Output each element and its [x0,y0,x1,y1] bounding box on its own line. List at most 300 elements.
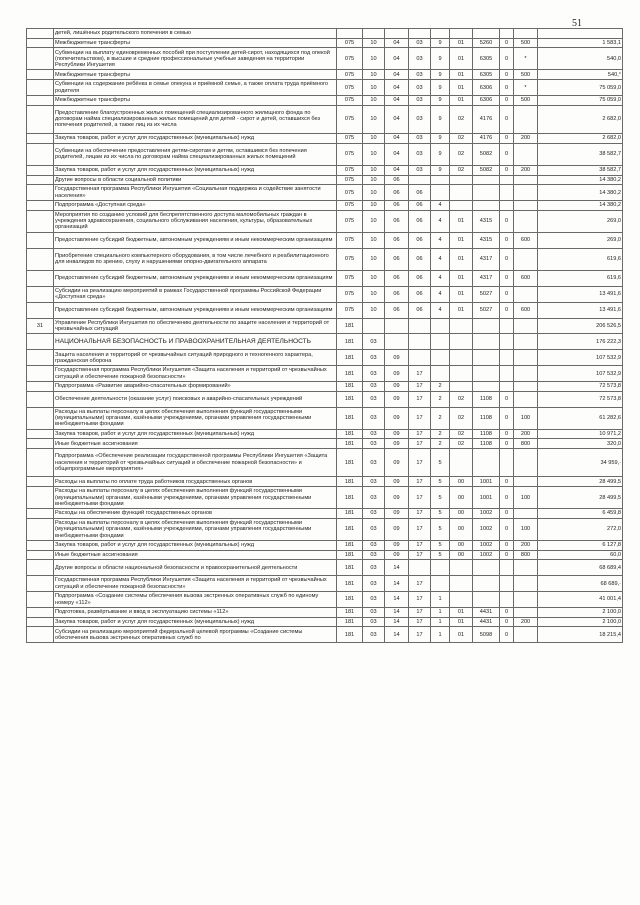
row-name: Расходы на выплаты персоналу в целях обеспечения выполнения функций государственными (муниципальными) органами, казёнными учреждениями, органами управления государственными внебюджетными фондами [54,518,337,540]
code-subprogram [431,175,450,185]
code-direction: 4176 [473,105,500,133]
code-flag: 0 [500,302,514,318]
row-name: Предоставление субсидий бюджетным, автономным учреждениям и иным некоммерческим организациям [54,302,337,318]
row-number [27,105,54,133]
row-name: Другие вопросы в области социальной политики [54,175,337,185]
row-amount: 68 689,4 [538,560,623,576]
row-name: Субсидии на реализацию мероприятий федеральной целевой программы «Создание системы обеспечения вызова экстренных оперативных служб по [54,627,337,643]
code-subsection [385,334,409,350]
row-amount: 1 583,1 [538,38,623,48]
code-direction: 5260 [473,38,500,48]
code-subsection: 09 [385,391,409,407]
table-row [27,270,623,286]
table-row [27,185,623,201]
code-subprogram: 2 [431,382,450,392]
code-flag [500,366,514,382]
code-subsection: 06 [385,210,409,232]
code-subsection: 04 [385,70,409,80]
row-name: Подпрограмма «Доступная среда» [54,201,337,211]
code-admin: 181 [337,382,363,392]
code-expense-type [514,560,538,576]
row-amount: 14 380,2 [538,185,623,201]
code-subsection: 04 [385,38,409,48]
row-name: Закупка товаров, работ и услуг для государственных (муниципальных) нужд [54,165,337,175]
code-flag [500,350,514,366]
code-event: 02 [450,391,473,407]
code-section: 03 [363,366,385,382]
code-admin: 181 [337,334,363,350]
row-name: Закупка товаров, работ и услуг для государственных (муниципальных) нужд [54,617,337,627]
code-event: 01 [450,48,473,70]
row-amount: 320,0 [538,439,623,449]
code-subsection: 06 [385,270,409,286]
row-amount: 60,0 [538,550,623,560]
row-number [27,439,54,449]
code-section: 03 [363,449,385,477]
code-section: 03 [363,592,385,608]
code-admin: 075 [337,232,363,248]
row-amount: 34 959,· [538,449,623,477]
code-event: 01 [450,627,473,643]
code-event: 02 [450,407,473,429]
code-expense-type [514,509,538,519]
code-subprogram: 9 [431,134,450,144]
code-direction: 1108 [473,407,500,429]
code-subsection: 04 [385,80,409,96]
table-row [27,334,623,350]
code-program: 03 [409,134,431,144]
code-program: 17 [409,382,431,392]
code-section [363,318,385,334]
code-admin: 181 [337,439,363,449]
table-row [27,382,623,392]
code-program: 17 [409,540,431,550]
code-section: 10 [363,232,385,248]
row-number [27,80,54,96]
code-direction: 4431 [473,617,500,627]
row-name: Закупка товаров, работ и услуг для государственных (муниципальных) нужд [54,134,337,144]
code-admin: 181 [337,518,363,540]
code-program: 17 [409,608,431,618]
code-subprogram: 2 [431,407,450,429]
code-expense-type: 500 [514,96,538,106]
row-amount: 269,0 [538,232,623,248]
table-row [27,248,623,270]
row-name: Расходы на выплаты по оплате труда работников государственных органов [54,477,337,487]
code-subsection: 04 [385,48,409,70]
code-direction: 5027 [473,286,500,302]
code-program: 06 [409,302,431,318]
code-direction: 1002 [473,509,500,519]
code-flag [500,29,514,39]
code-direction: 1108 [473,429,500,439]
code-subprogram: 5 [431,518,450,540]
code-section: 03 [363,382,385,392]
code-subprogram: 9 [431,96,450,106]
code-event: 01 [450,302,473,318]
code-section: 10 [363,134,385,144]
code-expense-type: 200 [514,165,538,175]
code-section: 10 [363,38,385,48]
code-event: 01 [450,270,473,286]
code-event [450,592,473,608]
code-event [450,366,473,382]
code-expense-type [514,105,538,133]
code-section: 03 [363,429,385,439]
code-subsection: 09 [385,477,409,487]
row-number [27,232,54,248]
code-flag: 0 [500,391,514,407]
code-event [450,185,473,201]
row-number [27,382,54,392]
code-subsection: 09 [385,439,409,449]
code-admin: 075 [337,70,363,80]
code-expense-type: 100 [514,407,538,429]
row-number [27,165,54,175]
row-amount: 28 499,5 [538,477,623,487]
code-expense-type: 200 [514,134,538,144]
row-amount: 107 532,9 [538,366,623,382]
code-program [409,29,431,39]
code-event: 02 [450,105,473,133]
code-section: 03 [363,540,385,550]
code-subsection: 14 [385,608,409,618]
code-program: 03 [409,96,431,106]
row-amount: 13 491,6 [538,302,623,318]
code-direction: 1001 [473,487,500,509]
code-subsection: 09 [385,487,409,509]
code-admin: 075 [337,134,363,144]
code-subprogram: 2 [431,429,450,439]
code-event: 00 [450,550,473,560]
row-number [27,617,54,627]
code-flag: 0 [500,248,514,270]
row-number [27,248,54,270]
code-event [450,175,473,185]
code-direction: 5027 [473,302,500,318]
row-number [27,96,54,106]
table-row [27,134,623,144]
code-event: 00 [450,487,473,509]
row-amount: 38 582,7 [538,143,623,165]
code-program: 17 [409,576,431,592]
code-program: 17 [409,592,431,608]
code-subprogram: 4 [431,201,450,211]
code-admin: 181 [337,449,363,477]
code-subprogram: 2 [431,439,450,449]
row-amount: 14 380,2 [538,175,623,185]
code-event [450,318,473,334]
code-admin: 181 [337,350,363,366]
code-subsection: 06 [385,248,409,270]
code-direction [473,29,500,39]
code-event [450,576,473,592]
code-program: 17 [409,391,431,407]
row-amount: 72 573,8 [538,391,623,407]
row-name: Приобретение специального компьютерного оборудования, в том числе лечебного и реабилитационного для инвалидов по зрению, слуху и нарушениями опорно-двигательного аппарата [54,248,337,270]
code-direction: 1002 [473,518,500,540]
code-flag [500,175,514,185]
code-flag: 0 [500,48,514,70]
row-amount: 18 215,4 [538,627,623,643]
code-subprogram [431,366,450,382]
code-subsection: 04 [385,143,409,165]
code-section [363,29,385,39]
row-number [27,175,54,185]
code-section: 03 [363,608,385,618]
code-flag: 0 [500,286,514,302]
row-amount: 41 001,4 [538,592,623,608]
code-program: 06 [409,232,431,248]
table-row [27,487,623,509]
table-row [27,175,623,185]
code-event: 00 [450,540,473,550]
row-amount: 206 526,5 [538,318,623,334]
code-flag [500,185,514,201]
row-number [27,185,54,201]
code-expense-type [514,627,538,643]
code-program: 17 [409,429,431,439]
code-event [450,350,473,366]
code-section: 03 [363,550,385,560]
code-direction [473,318,500,334]
code-program: 17 [409,509,431,519]
code-subprogram: 5 [431,509,450,519]
row-number [27,134,54,144]
row-amount: 28 499,5 [538,487,623,509]
code-admin: 075 [337,270,363,286]
code-admin: 181 [337,429,363,439]
code-program: 17 [409,550,431,560]
code-section: 10 [363,96,385,106]
code-program: 17 [409,449,431,477]
code-flag: 0 [500,80,514,96]
code-expense-type [514,477,538,487]
code-admin: 181 [337,608,363,618]
code-admin: 181 [337,318,363,334]
row-name: Расходы на выплаты персоналу в целях обеспечения выполнения функций государственными (муниципальными) органами, казёнными учреждениями, органами управления государственными внебюджетными фондами [54,407,337,429]
code-section: 10 [363,302,385,318]
code-admin: 181 [337,540,363,550]
code-subprogram [431,576,450,592]
code-program: 03 [409,48,431,70]
table-row [27,38,623,48]
row-number [27,302,54,318]
code-subsection: 09 [385,449,409,477]
code-flag: 0 [500,617,514,627]
row-name: Другие вопросы в области национальной безопасности и правоохранительной деятельности [54,560,337,576]
row-name: Предоставление субсидий бюджетным, автономным учреждениям и иным некоммерческим организациям [54,270,337,286]
code-event: 01 [450,210,473,232]
row-amount: 2 100,0 [538,617,623,627]
code-section: 03 [363,487,385,509]
table-row [27,509,623,519]
row-name: Межбюджетные трансферты [54,70,337,80]
code-subsection: 09 [385,509,409,519]
code-expense-type [514,143,538,165]
row-number [27,487,54,509]
code-section: 03 [363,509,385,519]
code-expense-type [514,576,538,592]
code-subsection: 09 [385,366,409,382]
code-direction: 6306 [473,96,500,106]
code-subprogram: 4 [431,270,450,286]
code-program: 17 [409,487,431,509]
code-flag: 0 [500,38,514,48]
code-flag: 0 [500,540,514,550]
code-event: 01 [450,286,473,302]
table-row [27,70,623,80]
code-flag [500,449,514,477]
code-expense-type [514,29,538,39]
code-direction [473,185,500,201]
code-expense-type: 100 [514,487,538,509]
code-flag: 0 [500,550,514,560]
row-number [27,201,54,211]
code-section: 10 [363,143,385,165]
row-amount: 540,0 [538,48,623,70]
code-flag: 0 [500,487,514,509]
row-amount [538,29,623,39]
row-name: Предоставление субсидий бюджетным, автономным учреждениям и иным некоммерческим организациям [54,232,337,248]
code-admin: 181 [337,366,363,382]
row-number [27,550,54,560]
code-program: 03 [409,80,431,96]
code-subprogram: 9 [431,80,450,96]
row-number [27,540,54,550]
code-expense-type: * [514,80,538,96]
row-name: Подготовка, развёртывание и ввод в эксплуатацию системы «112» [54,608,337,618]
row-name: Расходы на обеспечение функций государственных органов [54,509,337,519]
code-direction: 6305 [473,48,500,70]
row-amount: 176 222,3 [538,334,623,350]
code-expense-type: 800 [514,550,538,560]
table-row [27,429,623,439]
row-name: Иные бюджетные ассигнования [54,550,337,560]
row-number [27,270,54,286]
code-subprogram [431,560,450,576]
row-name: Межбюджетные трансферты [54,96,337,106]
code-program: 06 [409,248,431,270]
row-number [27,350,54,366]
code-subsection: 14 [385,576,409,592]
code-subsection: 04 [385,105,409,133]
row-name: Управление Республики Ингушетия по обеспечению деятельности по защите населения и территорий от чрезвычайных ситуаций [54,318,337,334]
code-subsection: 09 [385,407,409,429]
code-direction: 1108 [473,391,500,407]
code-flag [500,334,514,350]
budget-table [26,28,623,643]
code-subsection: 09 [385,518,409,540]
code-section: 10 [363,201,385,211]
code-flag: 0 [500,627,514,643]
code-section: 10 [363,70,385,80]
code-admin: 181 [337,477,363,487]
row-name: Обеспечение деятельности (оказание услуг) поисковых и аварийно-спасательных учреждений [54,391,337,407]
row-number [27,48,54,70]
code-subsection: 04 [385,134,409,144]
code-program: 06 [409,185,431,201]
code-section: 03 [363,617,385,627]
code-direction [473,576,500,592]
code-admin: 075 [337,185,363,201]
table-row [27,232,623,248]
table-row [27,407,623,429]
code-admin: 075 [337,48,363,70]
code-subprogram [431,318,450,334]
page-number: 51 [572,18,582,29]
code-event: 01 [450,617,473,627]
code-event [450,29,473,39]
code-section: 10 [363,80,385,96]
code-subsection: 09 [385,350,409,366]
code-expense-type: 200 [514,540,538,550]
table-row [27,318,623,334]
code-flag: 0 [500,608,514,618]
row-amount: 14 380,2 [538,201,623,211]
table-row [27,617,623,627]
row-number [27,334,54,350]
code-subprogram: 9 [431,105,450,133]
code-subprogram: 4 [431,232,450,248]
row-amount: 269,0 [538,210,623,232]
code-event: 01 [450,80,473,96]
code-direction [473,382,500,392]
row-number [27,509,54,519]
code-expense-type [514,175,538,185]
code-program: 03 [409,38,431,48]
table-row [27,286,623,302]
code-section: 10 [363,248,385,270]
code-direction [473,175,500,185]
code-expense-type [514,382,538,392]
code-subsection [385,29,409,39]
row-amount: 619,6 [538,270,623,286]
code-program: 17 [409,627,431,643]
code-direction [473,560,500,576]
row-name: Подпрограмма «Развитие аварийно-спасательных формирований» [54,382,337,392]
table-row [27,29,623,39]
code-program: 06 [409,210,431,232]
row-name: Закупка товаров, работ и услуг для государственных (муниципальных) нужд [54,429,337,439]
code-subprogram [431,185,450,201]
code-direction: 4431 [473,608,500,618]
code-subsection: 06 [385,232,409,248]
row-amount: 61 282,6 [538,407,623,429]
code-section: 03 [363,576,385,592]
row-number [27,477,54,487]
code-event [450,560,473,576]
code-admin: 075 [337,286,363,302]
code-admin: 075 [337,96,363,106]
code-subprogram: 5 [431,540,450,550]
row-number [27,210,54,232]
code-direction [473,350,500,366]
code-admin: 181 [337,391,363,407]
code-direction: 6305 [473,70,500,80]
code-program: 03 [409,165,431,175]
code-expense-type: 800 [514,439,538,449]
code-direction: 1001 [473,477,500,487]
code-subprogram: 4 [431,302,450,318]
code-section: 10 [363,210,385,232]
code-subsection: 14 [385,617,409,627]
code-admin: 075 [337,143,363,165]
code-expense-type [514,592,538,608]
code-admin: 075 [337,248,363,270]
code-flag: 0 [500,407,514,429]
code-subsection: 09 [385,540,409,550]
